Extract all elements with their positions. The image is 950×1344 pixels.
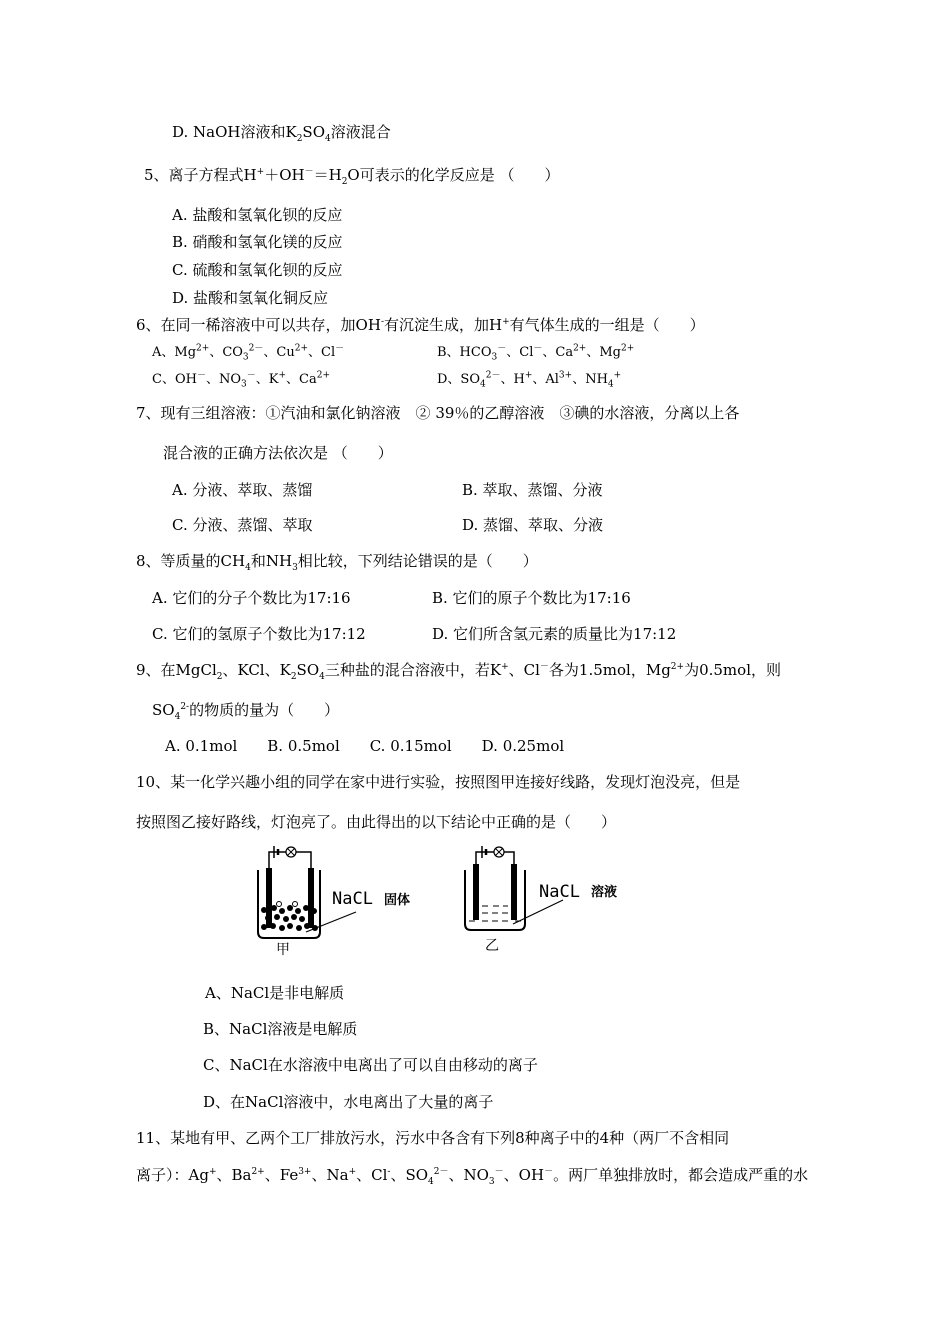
- q5-option-b: B. 硝酸和氢氧化镁的反应: [172, 233, 343, 251]
- q7-option-d: D. 蒸馏、萃取、分液: [462, 516, 604, 534]
- q7-stem-line1: 7、现有三组溶液：①汽油和氯化钠溶液 ② 39％的乙醇溶液 ③碘的水溶液，分离以上各: [136, 404, 740, 422]
- q6-option-c: C、OH－、$NO_3^-$、K+、$Ca^{2+}$: [152, 370, 331, 390]
- q6-stem: 6、在同一稀溶液中可以共存，加OH-有沉淀生成，加H+有气体生成的一组是（ ）: [136, 316, 705, 334]
- q11-stem-line1: 11、某地有甲、乙两个工厂排放污水，污水中各含有下列8种离子中的4种（两厂不含相同: [136, 1129, 730, 1147]
- q6-option-b: B、$HCO_3^-$、Cl－、$Ca^{2+}$、$Mg^{2+}$: [437, 343, 635, 363]
- q8-option-a: A. 它们的分子个数比为17:16: [152, 589, 351, 607]
- caption-jia: 甲: [276, 942, 290, 957]
- circuit-diagram-yi: [455, 842, 645, 957]
- q5-option-d: D. 盐酸和氢氧化铜反应: [172, 289, 329, 307]
- q4-option-d: D. NaOH溶液和$K_2SO_4$溶液混合: [172, 123, 391, 144]
- label-state: 固体: [384, 893, 411, 908]
- electrode-left: [473, 864, 479, 920]
- electrode-right: [511, 864, 517, 920]
- figure-yi: [455, 842, 645, 957]
- q9-stem-line2: $SO_4^{2-}$的物质的量为（ ）: [152, 701, 340, 722]
- q7-option-b: B. 萃取、蒸馏、分液: [462, 481, 603, 499]
- q10-option-b: B、NaCl溶液是电解质: [203, 1020, 358, 1038]
- q7-stem-line2: 混合液的正确方法依次是 （ ）: [163, 444, 393, 462]
- caption-yi: 乙: [485, 938, 499, 954]
- q10-option-d: D、在NaCl溶液中，水电离出了大量的离子: [203, 1093, 494, 1111]
- q11-stem-line2: 离子）：Ag+、$Ba^{2+}$、$Fe^{3+}$、Na+、Cl-、$SO_4^{2-}$、$NO_3^-$、OH－。两厂单独排放时，都会造成严重的水: [136, 1166, 809, 1187]
- pointer-line: [513, 900, 563, 924]
- q5-option-a: A. 盐酸和氢氧化钡的反应: [172, 206, 343, 224]
- q7-option-a: A. 分液、萃取、蒸馏: [172, 481, 313, 499]
- q6-option-d: D、$SO_4^{2-}$、H+、$Al^{3+}$、$NH_4^+$: [437, 370, 622, 390]
- q6-option-a: A、$Mg^{2+}$、$CO_3^{2-}$、$Cu^{2+}$、Cl－: [152, 343, 345, 363]
- q5-stem: 5、离子方程式$H^++OH^-=H_2O$可表示的化学反应是 （ ）: [144, 166, 560, 187]
- q10-stem-line2: 按照图乙接好路线，灯泡亮了。由此得出的以下结论中正确的是（ ）: [136, 813, 617, 831]
- q8-option-c: C. 它们的氢原子个数比为17:12: [152, 625, 366, 643]
- label-state: 溶液: [591, 885, 618, 900]
- figure-jia: [244, 842, 434, 957]
- q9-stem-line1: 9、在MgCl$_2$、KCl、$K_2SO_4$三种盐的混合溶液中，若K+、Cl－各为1.5mol，$Mg^{2+}$为0.5mol，则: [136, 661, 781, 682]
- q8-stem: 8、等质量的$CH_4$和$NH_3$相比较，下列结论错误的是（ ）: [136, 552, 538, 573]
- label-nacl: NaCL: [332, 889, 373, 909]
- label-nacl: NaCL: [539, 882, 580, 902]
- circuit-diagram-jia: [244, 842, 434, 957]
- q9-options: A. 0.1mol B. 0.5mol C. 0.15mol D. 0.25mol: [165, 737, 565, 755]
- q7-option-c: C. 分液、蒸馏、萃取: [172, 516, 313, 534]
- q8-option-b: B. 它们的原子个数比为17:16: [432, 589, 631, 607]
- q10-stem-line1: 10、某一化学兴趣小组的同学在家中进行实验，按照图甲连接好线路，发现灯泡没亮，但是: [136, 773, 741, 791]
- q10-option-c: C、NaCl在水溶液中电离出了可以自由移动的离子: [203, 1056, 538, 1074]
- q5-option-c: C. 硫酸和氢氧化钡的反应: [172, 261, 343, 279]
- q10-option-a: A、NaCl是非电解质: [205, 984, 345, 1002]
- q8-option-d: D. 它们所含氢元素的质量比为17:12: [432, 625, 677, 643]
